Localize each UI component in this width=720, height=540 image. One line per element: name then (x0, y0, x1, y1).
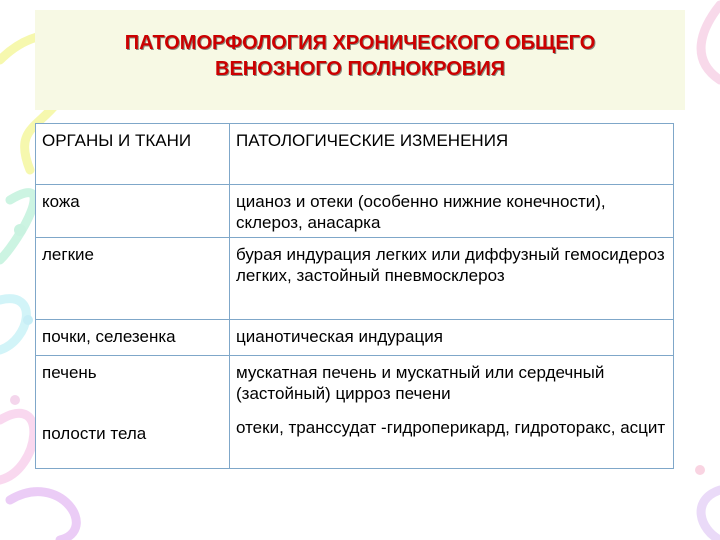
decor-dot (23, 315, 33, 325)
row-spacer (236, 404, 668, 417)
change-text: цианотическая индурация (236, 327, 443, 346)
organ-name: полости тела (42, 424, 147, 443)
change-text: цианоз и отеки (особенно нижние конечности), склероз, анасарка (236, 192, 606, 232)
pathology-table (35, 123, 674, 469)
header-changes-label: ПАТОЛОГИЧЕСКИЕ ИЗМЕНЕНИЯ (236, 131, 509, 150)
table-row (36, 320, 674, 356)
decor-dot (14, 224, 26, 236)
page-title-line-2: ВЕНОЗНОГО ПОЛНОКРОВИЯ (215, 58, 505, 80)
change-cell (230, 238, 674, 320)
header-cell-organs (36, 124, 230, 185)
decor-swirl-violet-right (701, 490, 720, 540)
organ-cell (36, 185, 230, 238)
organ-cell (36, 356, 230, 469)
header-cell-changes (230, 124, 674, 185)
organ-name: печень (42, 363, 97, 382)
change-text: бурая индурация легких или диффузный гемосидероз легких, застойный пневмосклероз (236, 245, 665, 285)
page-title-line-1: ПАТОМОРФОЛОГИЯ ХРОНИЧЕСКОГО ОБЩЕГО (124, 32, 596, 54)
decor-swirl-pink (0, 413, 34, 480)
table-row-merged (36, 356, 674, 469)
organ-name: кожа (42, 192, 80, 211)
table-row (36, 238, 674, 320)
decor-swirl-violet (10, 492, 76, 540)
organ-name: легкие (42, 245, 94, 264)
change-text: мускатная печень и мускатный или сердечный (застойный) цирроз печени (236, 363, 605, 403)
row-spacer (42, 383, 224, 423)
decor-swirl-cyan (0, 299, 26, 350)
decor-swirl-pink-right (701, 5, 720, 80)
decor-dot (695, 465, 705, 475)
decor-swirl-green (0, 193, 34, 260)
organ-cell (36, 320, 230, 356)
organ-cell (36, 238, 230, 320)
title-box (35, 10, 685, 110)
table-header-row (36, 124, 674, 185)
change-cell (230, 185, 674, 238)
organ-name: почки, селезенка (42, 327, 176, 346)
change-text: отеки, транссудат -гидроперикард, гидроторакс, асцит (236, 418, 666, 437)
change-cell (230, 356, 674, 469)
decor-dot (10, 395, 20, 405)
change-cell (230, 320, 674, 356)
table-row (36, 185, 674, 238)
header-organs-label: ОРГАНЫ И ТКАНИ (42, 131, 192, 150)
